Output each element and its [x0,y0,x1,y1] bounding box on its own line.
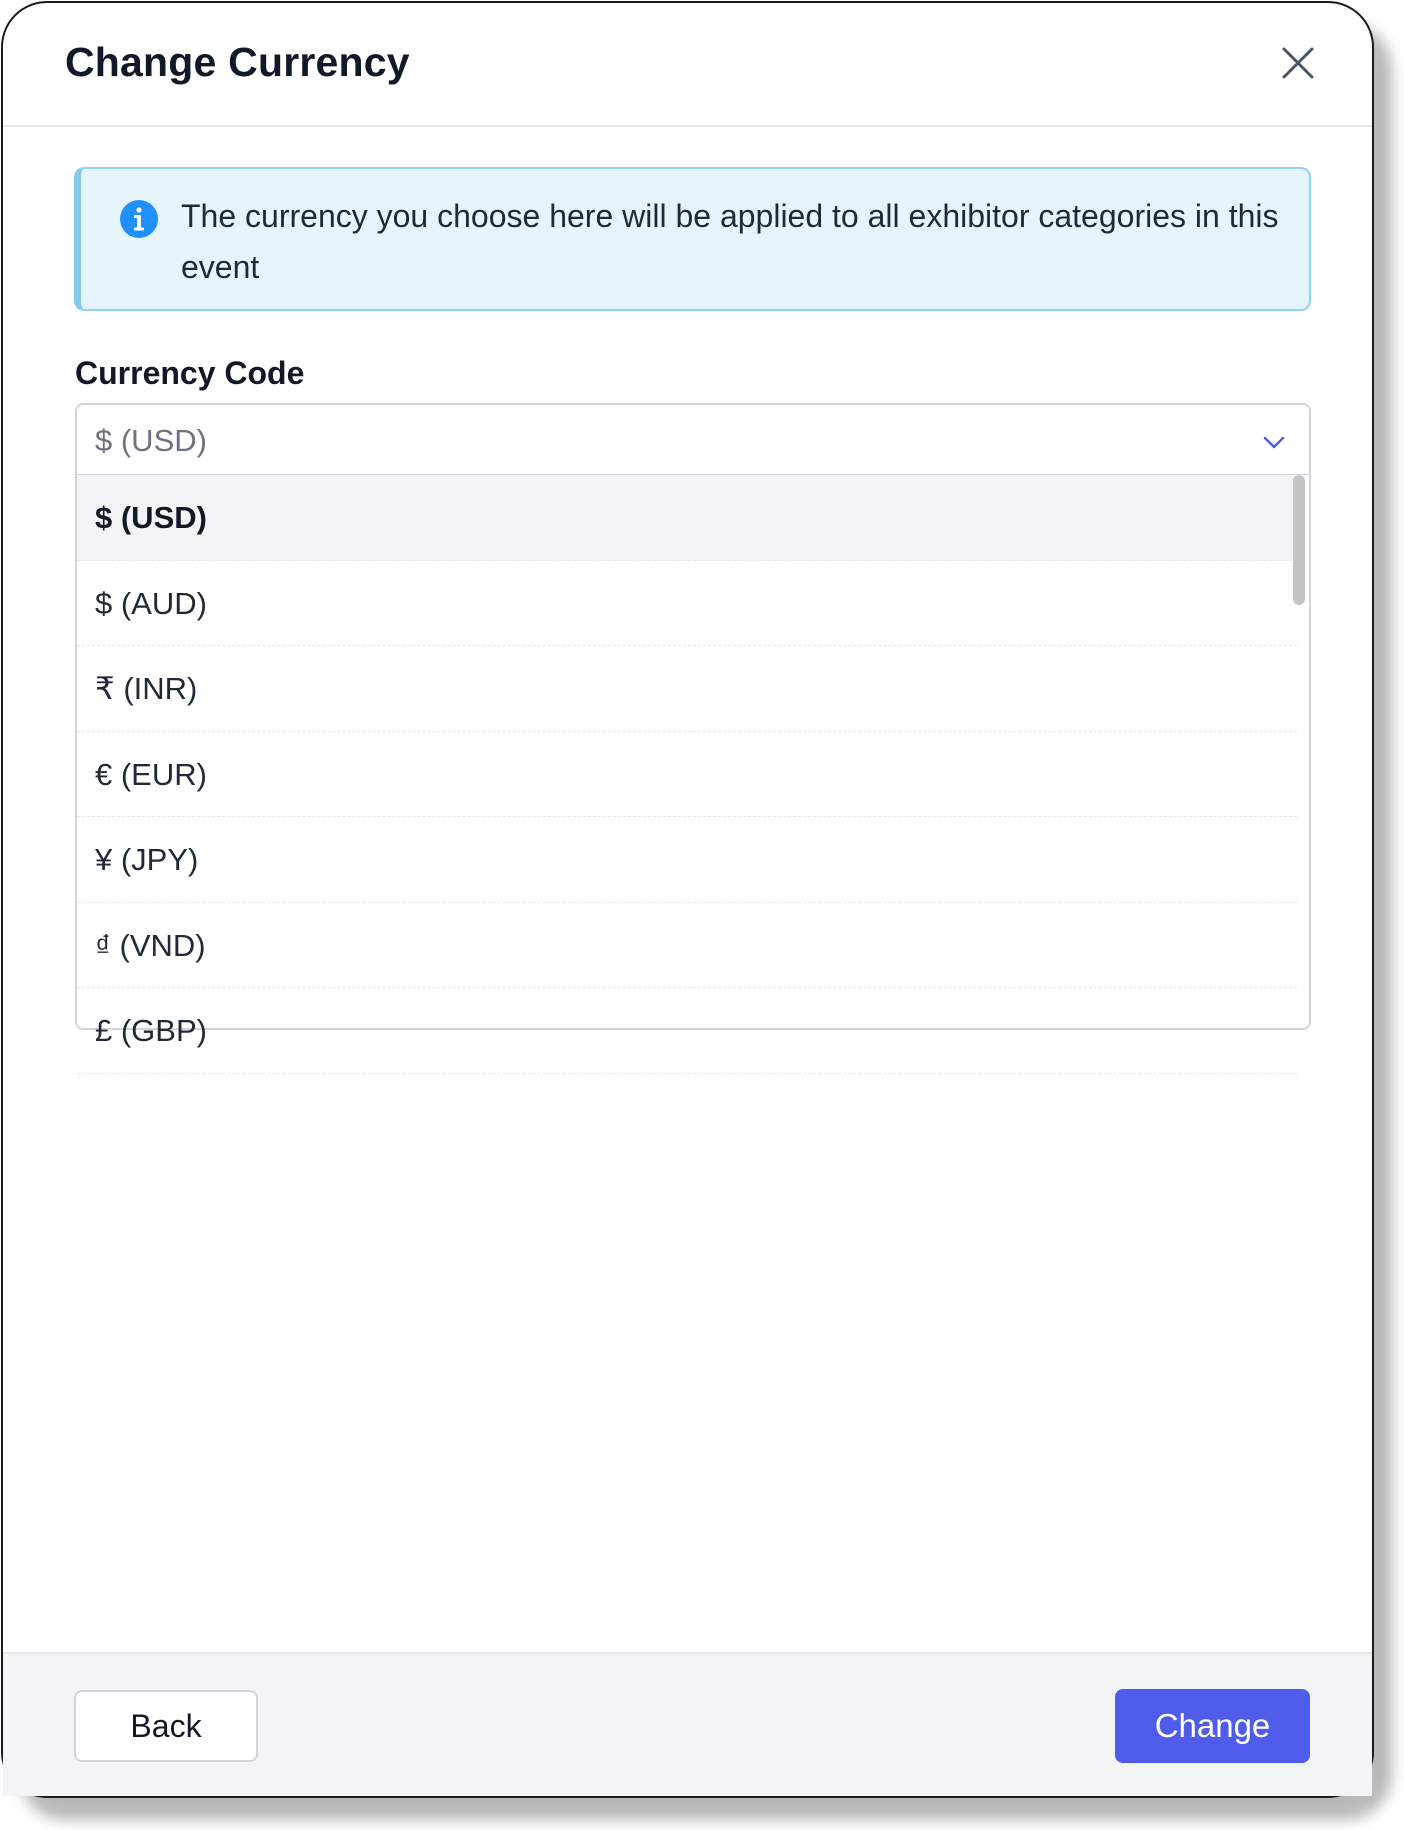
dialog-header [3,3,1372,127]
back-button[interactable]: Back [74,1690,258,1762]
info-banner [74,167,1311,311]
close-icon [1276,41,1320,85]
currency-select-value: $ (USD) [95,423,207,458]
currency-select[interactable] [75,403,1311,476]
currency-option[interactable]: $ (USD) [77,475,1297,561]
currency-option[interactable]: ₹ (INR) [77,646,1297,732]
currency-option[interactable]: ¥ (JPY) [77,817,1297,903]
dropdown-scrollbar[interactable] [1293,475,1305,605]
chevron-down-icon [1261,429,1287,455]
change-button[interactable]: Change [1115,1689,1310,1763]
currency-option[interactable]: € (EUR) [77,732,1297,818]
change-currency-dialog [1,1,1374,1798]
currency-options [77,475,1297,1074]
info-message: The currency you choose here will be applied to all exhibitor categories in this event [181,198,1279,285]
currency-option[interactable]: $ (AUD) [77,561,1297,647]
dialog-title: Change Currency [65,39,410,85]
dialog-footer [3,1652,1372,1796]
currency-option[interactable]: ₫ (VND) [77,903,1297,989]
info-icon [119,199,159,239]
currency-dropdown-list[interactable] [75,475,1311,1048]
close-button[interactable] [1276,41,1320,85]
currency-option[interactable]: £ (GBP) [77,988,1297,1074]
currency-code-label: Currency Code [75,355,305,391]
